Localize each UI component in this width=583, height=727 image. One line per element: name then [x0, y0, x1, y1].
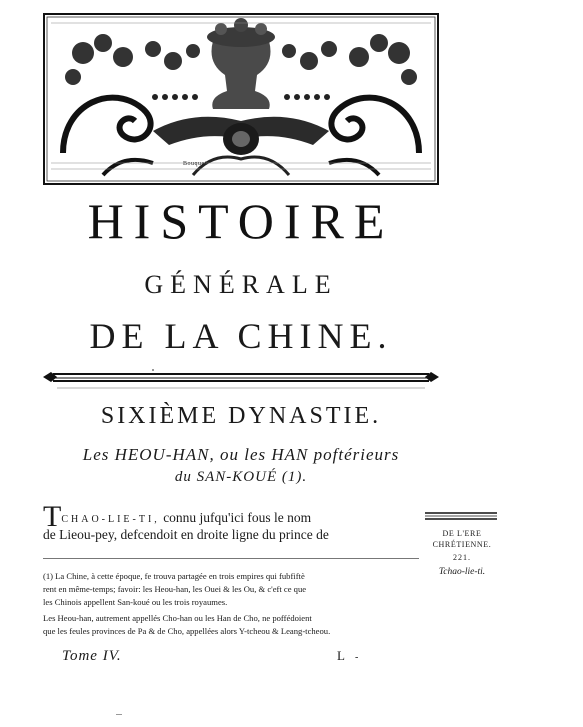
volume-signature: Tome IV. — [62, 648, 122, 664]
margin-rule-graphic — [425, 511, 497, 521]
vignette-engraving — [43, 13, 439, 185]
page-blemish — [116, 714, 122, 715]
ornamental-rule — [43, 367, 439, 389]
gathering-mark — [337, 648, 358, 664]
dynasty-subtitle-line2: du SAN-KOUÉ (1). — [174, 469, 308, 485]
footnote-line: Les Heou-han, autrement appellés Cho-han ou les Han de Cho, ne poffédoient — [43, 613, 312, 623]
footnote-line: que les feules provinces de Pa & de Cho, appellées alors Y-tcheou & Leang-tcheou. — [43, 626, 331, 636]
dynasty-heading: SIXIÈME DYNASTIE. — [100, 403, 382, 429]
dynasty-subtitle-line1: Les HEOU-HAN, ou les HAN poftérieurs — [82, 445, 400, 464]
footnote-line: (1) La Chine, à cette époque, fe trouva partagée en trois empires qui fubfiftè — [43, 571, 305, 581]
drop-cap: T — [43, 500, 62, 533]
ornamental-vignette — [43, 13, 439, 185]
footnote-line: les Chinois appellent San-koué ou les trois royaumes. — [43, 597, 228, 607]
footnote-divider — [43, 558, 419, 559]
gathering-dash: - — [354, 652, 359, 663]
body-line-2: de Lieou-pey, defcendoit en droite ligne du prince de — [43, 527, 329, 542]
margin-era: DE L'ERE CHRÉTIENNE. — [432, 529, 492, 549]
emperor-name: CHAO-LIE-TI, — [61, 514, 160, 525]
gathering-letter: L — [337, 648, 345, 663]
margin-year: 221. — [453, 553, 471, 562]
title-country: DE LA CHINE. — [89, 316, 393, 356]
engraver-signature: Bouquet — [183, 161, 207, 167]
page-title: HISTOIRE — [87, 193, 395, 249]
title-subtitle: GÉNÉRALE — [144, 270, 338, 299]
margin-rule — [425, 511, 497, 521]
ornamental-rule-graphic — [43, 367, 439, 389]
body-line-1-text: connu jufqu'ici fous le nom — [159, 510, 312, 525]
footnote-line: rent en même-temps; favoir: les Heou-han, les Ouei & les Ou, & c'eft ce que — [43, 584, 307, 594]
margin-emperor: Tchao-lie-ti. — [438, 567, 486, 577]
